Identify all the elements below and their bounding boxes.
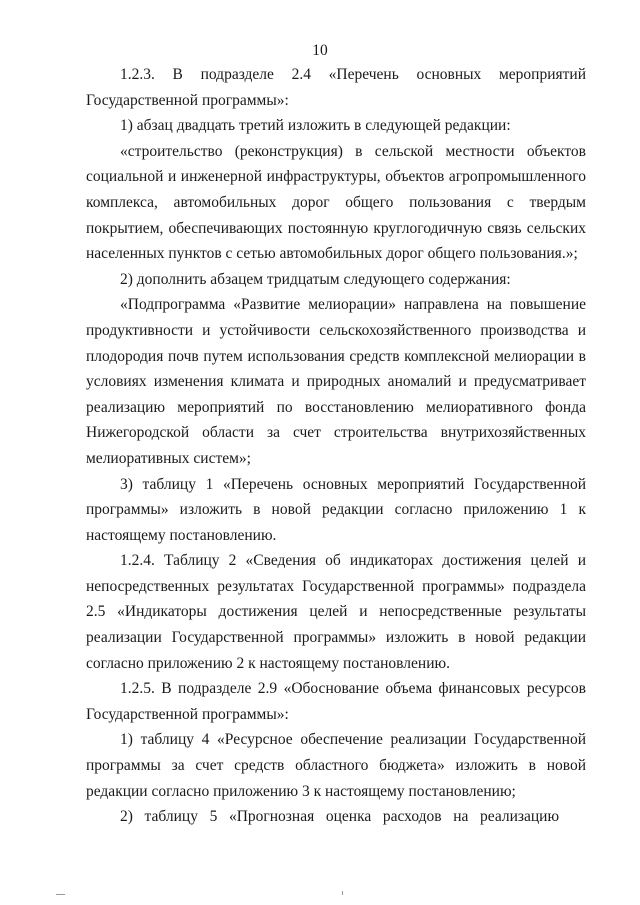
paragraph-quote-melioration: «Подпрограмма «Развитие мелиорации» направлена на повышение продуктивности и устойчивости сельскохозяйственного производства и плодородия почв путем использования средств комплексной мелиорации в условиях изменения климата и природных аномалий и предусматривает реализацию мероприятий по восстановлению мелиоративного фонда Нижегородской области за счет строительства внутрихозяйственных мелиоративных систем»; [86,296,586,467]
paragraph-quote-construction: «строительство (реконструкция) в сельской местности объектов социальной и инженерной инфраструктуры, объектов агропромышленного комплекса, автомобильных дорог общего пользования с твердым покрытием, обеспечивающих постоянную круглогодичную связь сельских населенных пунктов с сетью автомобильных дорог общего пользования.»; [86,142,586,263]
scan-mark-left [56,894,65,895]
paragraph-table-5: 2) таблицу 5 «Прогнозная оценка расходов на реализацию [120,808,560,826]
paragraph-item-1: 1) абзац двадцать третий изложить в следующей редакции: [120,117,511,135]
paragraph-1-2-5: 1.2.5. В подразделе 2.9 «Обоснование объема финансовых ресурсов Государственной программы»: [86,680,586,723]
paragraph-table-4: 1) таблицу 4 «Ресурсное обеспечение реализации Государственной программы за счет средств областного бюджета» изложить в новой редакции согласно приложению 3 к настоящему постановлению; [86,731,586,800]
paragraph-item-2: 2) дополнить абзацем тридцатым следующего содержания: [120,270,511,288]
paragraph-item-3: 3) таблицу 1 «Перечень основных мероприятий Государственной программы» изложить в новой редакции согласно приложению 1 к настоящему постановлению. [86,475,586,544]
scan-mark-center [342,891,343,895]
document-body [86,62,586,830]
paragraph-1-2-3: 1.2.3. В подразделе 2.4 «Перечень основных мероприятий Государственной программы»: [86,66,586,109]
paragraph-1-2-4: 1.2.4. Таблицу 2 «Сведения об индикаторах достижения целей и непосредственных результатах Государственной программы» подраздела 2.5 «Индикаторы достижения целей и непосредственные результаты реализации Государственной программы» изложить в новой редакции согласно приложению 2 к настоящему постановлению. [86,552,586,672]
page-number: 10 [312,42,328,59]
